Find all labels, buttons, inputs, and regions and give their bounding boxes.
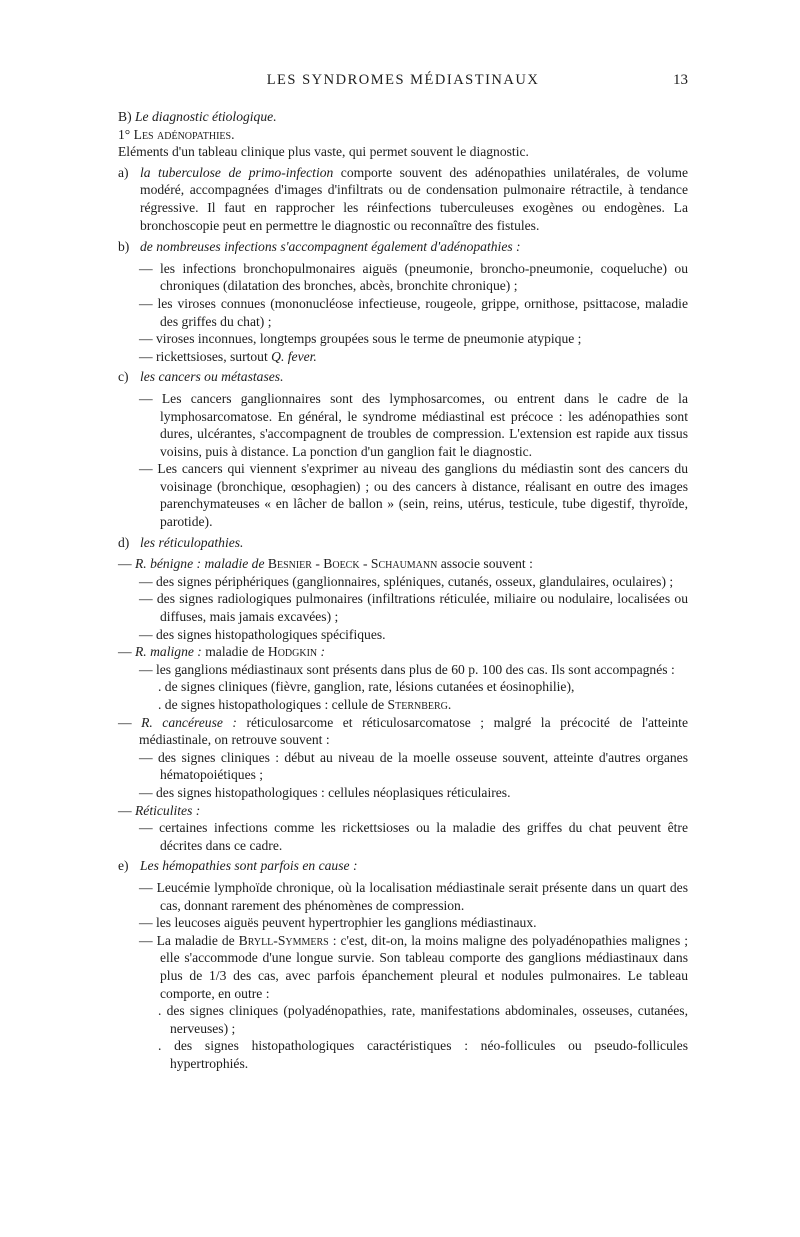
benigne-dash-1: — des signes périphériques (ganglionnaires, spléniques, cutanés, osseux, glandulaires, oculaires) ; — [139, 573, 674, 589]
running-title: LES SYNDROMES MÉDIASTINAUX — [266, 72, 540, 88]
item-c-title: les cancers ou métastases. — [140, 369, 284, 385]
item-d — [118, 534, 688, 552]
item-e-label: e) — [118, 858, 129, 874]
cancereuse-heading — [118, 714, 688, 749]
cancereuse-dash: — — [118, 714, 142, 730]
item-b-dash-4-italic: Q. fever. — [271, 348, 317, 364]
item-b-dash-3: — viroses inconnues, longtemps groupées sous le terme de pneumonie atypique ; — [139, 331, 582, 347]
reticulites-italic: Réticulites : — [135, 802, 201, 818]
maligne-dash-1: — les ganglions médiastinaux sont présents dans plus de 60 p. 100 des cas. Ils sont accompagnés : — [139, 661, 675, 677]
item-c-dash-2: — Les cancers qui viennent s'exprimer au niveau des ganglions du médiastin sont des cancers du voisinage (bronchique, œsophagien) ; ou des cancers à distance, réalisant en outre des images parenchymateuses « en lâcher de ballon » (sein, reins, utérus, testicule, tube digestif, thyroïde, parotide). — [139, 461, 688, 530]
section-label: B) — [118, 109, 132, 124]
item-b-label: b) — [118, 239, 130, 255]
subsection-title: Les adénopathies. — [133, 126, 235, 142]
item-c-label: c) — [118, 369, 129, 385]
page-header — [118, 72, 688, 92]
maligne-r: R. — [135, 644, 147, 660]
benigne-dash-3: — des signes histopathologiques spécifiques. — [139, 626, 386, 642]
item-a-body: comporte souvent des adénopathies unilatérales, de volume modéré, accompagnées d'images d'infiltrats ou de condensation pulmonaire rétractile, à tendance régressive. Il faut en rapprocher les réinfections tuberculeuses exogènes ou endogènes. La bronchoscopie peut en permettre le diagnostic ou reconnaître des fistules. — [140, 164, 688, 233]
reticulites-heading — [118, 802, 688, 820]
cancereuse-dash-2: — des signes histopathologiques : cellules néoplasiques réticulaires. — [139, 784, 511, 800]
subsection-heading — [118, 126, 688, 144]
item-e-dash-3-text: : c'est, dit-on, la moins maligne des polyadénopathies malignes ; elle s'accommode d'une longue survie. Son tableau comporte des ganglions médiastinaux dans plus de 1/3 des cas, avec parfois épanchement pleural et nodules pulmonaires. Le tableau comporte, en outre : — [160, 932, 688, 1001]
maligne-dot-1: . de signes cliniques (fièvre, ganglion, rate, lésions cutanées et éosinophilie), — [158, 679, 575, 695]
item-a-text — [140, 164, 688, 234]
item-e-dash-2: — les leucoses aiguës peuvent hypertrophier les ganglions médiastinaux. — [139, 915, 537, 931]
cancereuse-dash-1: — des signes cliniques : début au niveau de la moelle osseuse souvent, atteinte d'autres organes hématopoiétiques ; — [139, 749, 688, 783]
maligne-colon: : — [317, 644, 326, 660]
subsection-number: 1° — [118, 126, 131, 142]
section-title: Le diagnostic étiologique. — [135, 109, 277, 124]
benigne-italic: bénigne : maladie de — [146, 556, 268, 572]
item-b-title: de nombreuses infections s'accompagnent également d'adénopathies : — [140, 239, 521, 255]
item-e-dash-3-name: Bryll-Symmers — [238, 932, 329, 948]
cancereuse-text: réticulosarcome et réticulosarcomatose ; malgré la précocité de l'atteinte médiastinale, on retrouve souvent : — [139, 714, 688, 748]
item-b-dash-2: — les viroses connues (mononucléose infectieuse, rougeole, grippe, ornithose, psittacose, maladie des griffes du chat) ; — [139, 295, 688, 329]
benigne-dash: — — [118, 556, 135, 572]
maligne-dot-2 — [118, 696, 688, 714]
intro-paragraph: Eléments d'un tableau clinique plus vaste, qui permet souvent le diagnostic. — [118, 144, 529, 160]
item-b-dash-4 — [118, 348, 688, 366]
item-c — [118, 368, 688, 386]
item-e-dash-3-prefix: — La maladie de — [139, 932, 239, 948]
item-e — [118, 857, 688, 875]
reticulites-dash: — — [118, 802, 135, 818]
page-body — [118, 108, 688, 1072]
maligne-dot-2-suffix: . — [447, 697, 452, 712]
reticulites-dash-1: — certaines infections comme les rickettsioses ou la maladie des griffes du chat peuvent être décrites dans ce cadre. — [139, 820, 688, 853]
benigne-heading — [118, 555, 688, 573]
cancereuse-r: R. — [141, 714, 153, 730]
item-e-title: Les hémopathies sont parfois en cause : — [140, 858, 358, 874]
item-a-lead: la tuberculose de primo-infection — [140, 164, 334, 180]
benigne-names: Besnier - Boeck - Schaumann — [267, 556, 438, 572]
item-a — [118, 164, 688, 234]
maligne-dot-2-text: . de signes histopathologiques : cellule de — [158, 697, 388, 712]
item-e-dot-1: . des signes cliniques (polyadénopathies, rate, manifestations abdominales, osseuses, cutanées, nerveuses) ; — [158, 1003, 688, 1036]
cancereuse-italic: cancéreuse : — [152, 714, 237, 730]
item-e-dash-1: — Leucémie lymphoïde chronique, où la localisation médiastinale serait présente dans un quart des cas, donnant rarement des phénomènes de compression. — [139, 879, 688, 913]
item-b-dash-1: — les infections bronchopulmonaires aiguës (pneumonie, broncho-pneumonie, coqueluche) ou chroniques (dilatation des bronches, abcès, bronchite chronique) ; — [139, 260, 688, 294]
item-a-label: a) — [118, 164, 129, 180]
item-e-dash-3 — [118, 932, 688, 1002]
maligne-italic: maligne : — [146, 644, 202, 660]
item-e-dot-2: . des signes histopathologiques caractéristiques : néo-follicules ou pseudo-follicules hypertrophiés. — [158, 1038, 688, 1071]
maligne-plain: maladie de — [201, 644, 268, 660]
maligne-dot-2-name: Sternberg — [387, 697, 448, 712]
item-d-label: d) — [118, 534, 130, 550]
item-b — [118, 238, 688, 256]
benigne-r: R. — [135, 556, 147, 572]
benigne-dash-2: — des signes radiologiques pulmonaires (infiltrations réticulée, miliaire ou nodulaire, localisées ou diffuses, mais jamais excavées) ; — [139, 591, 688, 625]
benigne-suffix: associe souvent : — [437, 556, 533, 572]
item-b-dash-4-text: — rickettsioses, surtout — [139, 348, 272, 364]
maligne-dash: — — [118, 644, 135, 660]
item-d-title: les réticulopathies. — [140, 534, 244, 550]
section-heading — [118, 108, 688, 126]
item-c-dash-1: — Les cancers ganglionnaires sont des lymphosarcomes, ou entrent dans le cadre de la lymphosarcomatose. En général, le syndrome médiastinal est précoce : les adénopathies sont dures, ulcérantes, s'accompagnent de troubles de compression. L'extension est rapide aux tissus voisins, puis à distance. La ponction d'un ganglion fait le diagnostic. — [139, 390, 688, 459]
maligne-heading — [118, 643, 688, 661]
maligne-name: Hodgkin — [267, 644, 318, 660]
page-number: 13 — [673, 72, 688, 88]
